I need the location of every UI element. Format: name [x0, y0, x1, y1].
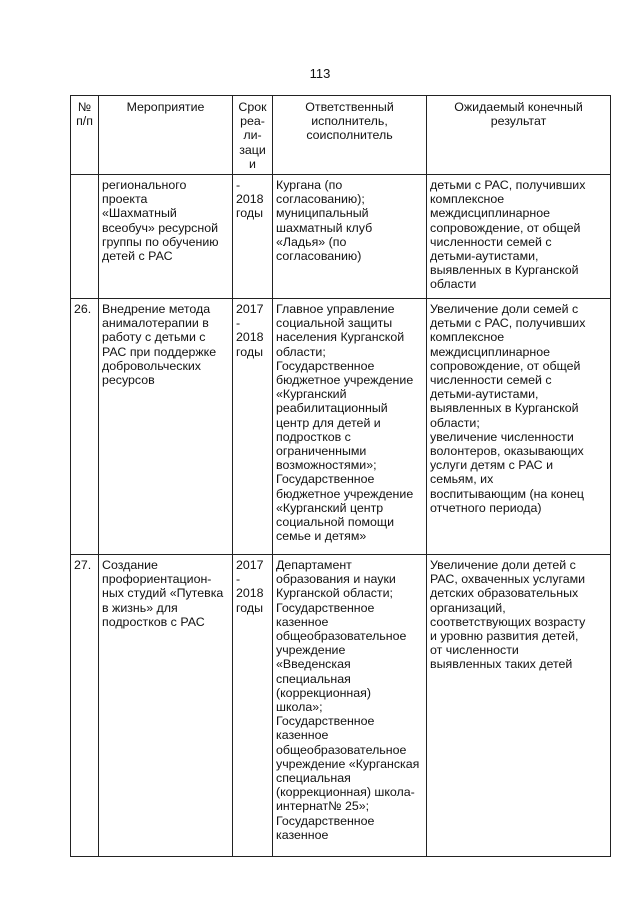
row-term: 2017 - 2018 годы: [233, 555, 273, 857]
table-header-row: [71, 96, 611, 175]
row-event: Создание профориентацион- ных студий «Путевка в жизнь» для подростков с РАС: [99, 555, 233, 857]
row-executor: Главное управление социальной защиты населения Курганской области; Государственное бюджетное учреждение «Курганский реабилитационный центр для детей и подростков с ограниченными возможностями»; Государственное бюджетное учреждение «Курганский центр социальной помощи семье и детям»: [273, 299, 427, 555]
row-executor: Кургана (по согласованию); муниципальный шахматный клуб «Ладья» (по согласованию): [273, 175, 427, 299]
row-term: 2017 - 2018 годы: [233, 299, 273, 555]
row-executor: Департамент образования и науки Курганской области; Государственное казенное общеобразовательное учреждение «Введенская специальная (коррекционная) школа»; Государственное казенное общеобразовательное учреждение «Курганская специальная (коррекционная) школа- интернат№ 25»; Государственное казенное: [273, 555, 427, 857]
row-result: Увеличение доли детей с РАС, охваченных услугами детских образовательных организаций, соответствующих возрасту и уровню развития детей, от численности выявленных таких детей: [427, 555, 611, 857]
row-num: 27.: [71, 555, 99, 857]
table-row: [71, 175, 611, 299]
header-event: Мероприятие: [99, 96, 233, 175]
page-number: 113: [309, 66, 331, 81]
header-num: № п/п: [71, 96, 99, 175]
row-event: Внедрение метода анималотерапии в работу с детьми с РАС при поддержке добровольческих ресурсов: [99, 299, 233, 555]
header-result: Ожидаемый конечный результат: [427, 96, 611, 175]
row-num: [71, 175, 99, 299]
table-row: [71, 299, 611, 555]
row-event: регионального проекта «Шахматный всеобуч» ресурсной группы по обучению детей с РАС: [99, 175, 233, 299]
header-term: Срок реа- ли- зации: [233, 96, 273, 175]
header-executor: Ответственный исполнитель, соисполнитель: [273, 96, 427, 175]
row-result: Увеличение доли семей с детьми с РАС, получивших комплексное междисциплинарное сопровождение, от общей численности семей с детьми-аутистами, выявленных в Курганской области; увеличение численности волонтеров, оказывающих услуги детям с РАС и семьям, их воспитывающим (на конец отчетного периода): [427, 299, 611, 555]
row-result: детьми с РАС, получивших комплексное междисциплинарное сопровождение, от общей численности семей с детьми-аутистами, выявленных в Курганской области: [427, 175, 611, 299]
row-term: - 2018 годы: [233, 175, 273, 299]
row-num: 26.: [71, 299, 99, 555]
table-row: [71, 555, 611, 857]
measures-table: [70, 95, 611, 857]
